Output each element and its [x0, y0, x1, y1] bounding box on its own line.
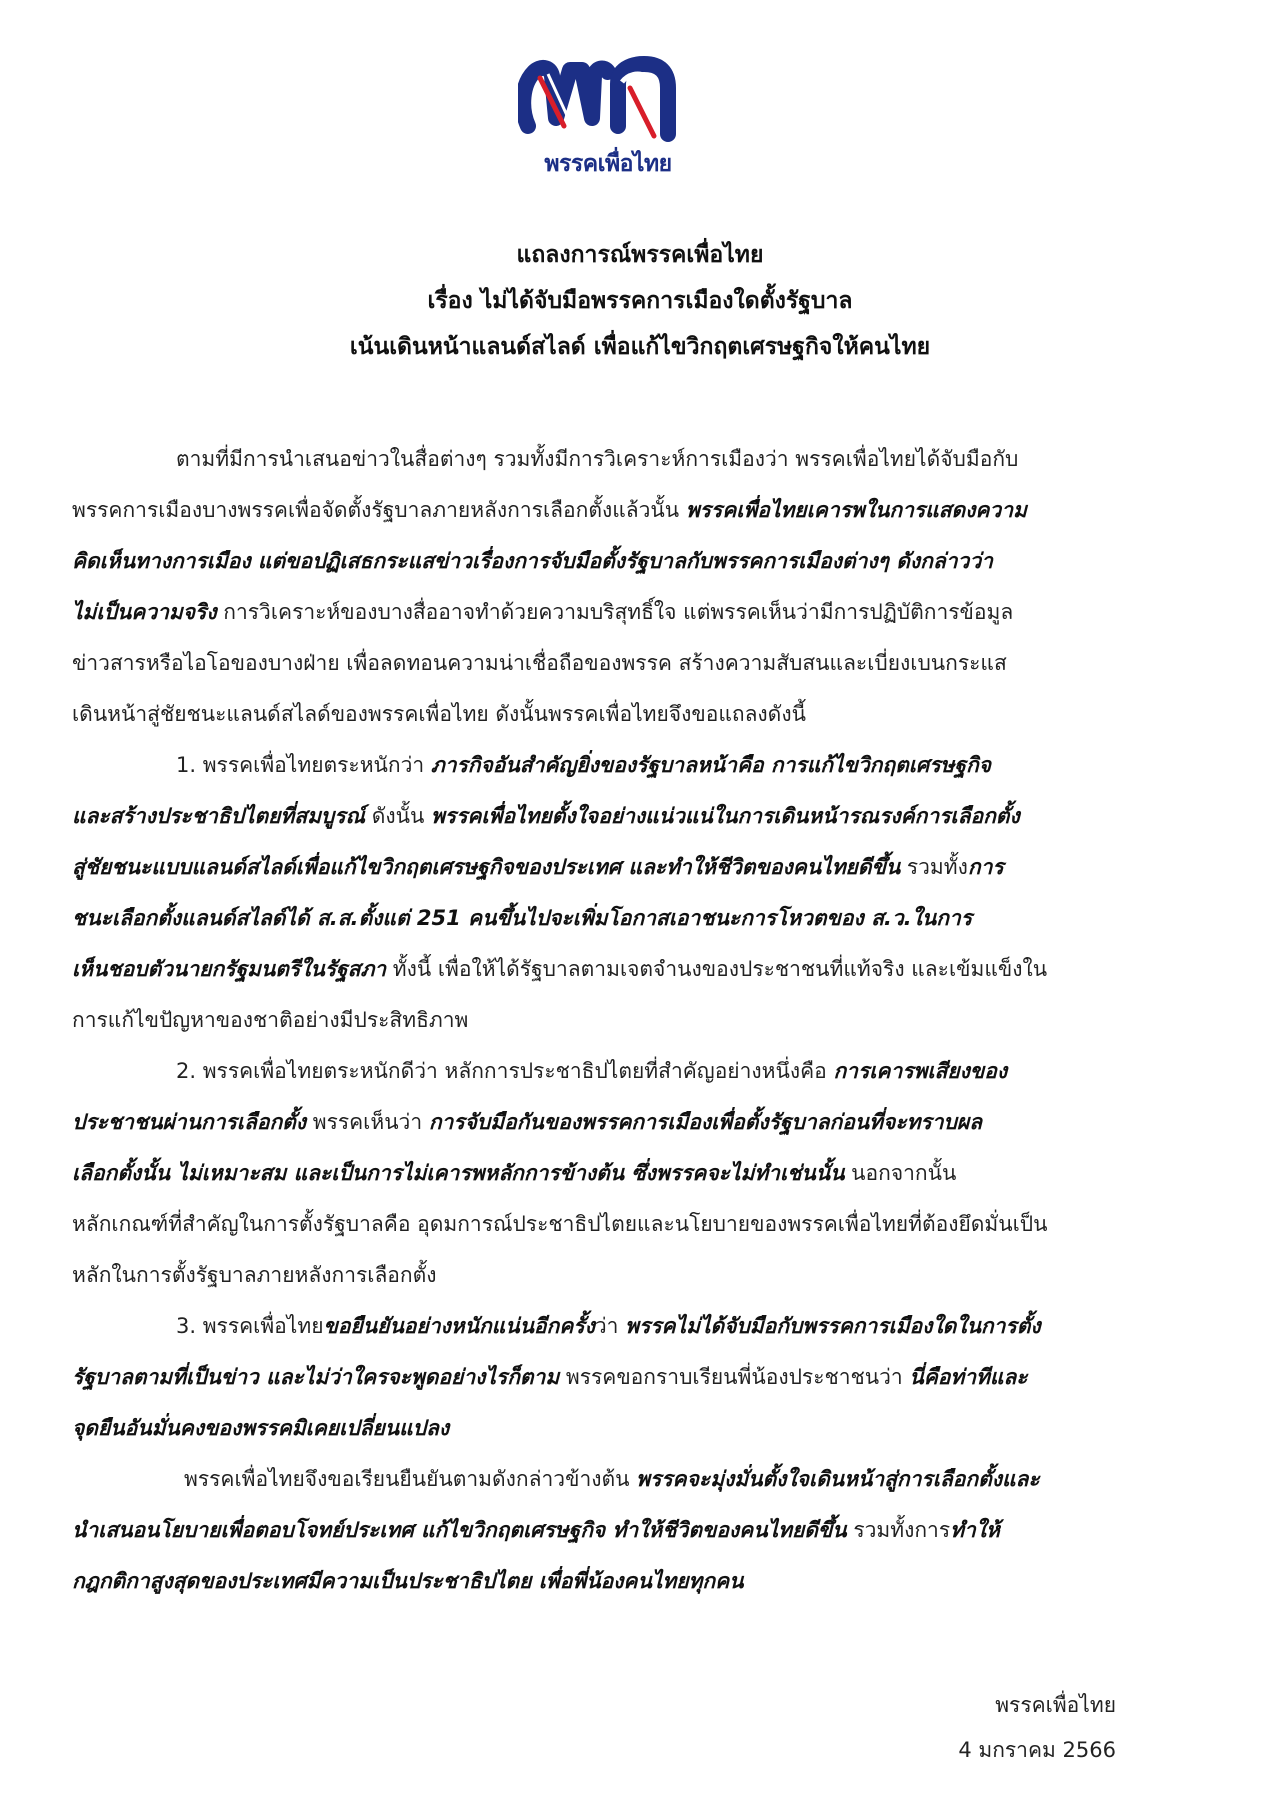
point-1-line: เห็นชอบตัวนายกรัฐมนตรีในรัฐสภา ทั้งนี้ เพื่อให้ได้รัฐบาลตามเจตจำนงของประชาชนที่แท้จริง และเข้มแข็งใน: [72, 957, 1048, 981]
intro-line: พรรคการเมืองบางพรรคเพื่อจัดตั้งรัฐบาลภายหลังการเลือกตั้งแล้วนั้น พรรคเพื่อไทยเคารพในการแสดงความ: [72, 498, 1027, 522]
party-logo-text: พรรคเพื่อไทย: [544, 151, 672, 177]
point-2-line: หลักในการตั้งรัฐบาลภายหลังการเลือกตั้ง: [72, 1263, 437, 1287]
intro-line: คิดเห็นทางการเมือง แต่ขอปฏิเสธกระแสข่าวเรื่องการจับมือตั้งรัฐบาลกับพรรคการเมืองต่างๆ ดังกล่าวว่า: [72, 549, 993, 573]
intro-line: ตามที่มีการนำเสนอข่าวในสื่อต่างๆ รวมทั้งมีการวิเคราะห์การเมืองว่า พรรคเพื่อไทยได้จับมือกับ: [176, 447, 1019, 471]
point-1-line: และสร้างประชาธิปไตยที่สมบูรณ์ ดังนั้น พรรคเพื่อไทยตั้งใจอย่างแน่วแน่ในการเดินหน้ารณรงค์การเลือกตั้ง: [72, 804, 1020, 828]
heading-subject: เรื่อง ไม่ได้จับมือพรรคการเมืองใดตั้งรัฐบาล: [427, 288, 853, 314]
point-3-line: จุดยืนอันมั่นคงของพรรคมิเคยเปลี่ยนแปลง: [72, 1416, 450, 1440]
statement-heading: [0, 232, 1280, 370]
point-1-line: สู่ชัยชนะแบบแลนด์สไลด์เพื่อแก้ไขวิกฤตเศรษฐกิจของประเทศ และทำให้ชีวิตของคนไทยดีขึ้น รวมทั้งการ: [72, 855, 1004, 879]
point-3-line: 3. พรรคเพื่อไทยขอยืนยันอย่างหนักแน่นอีกครั้งว่า พรรคไม่ได้จับมือกับพรรคการเมืองใดในการตั้ง: [176, 1314, 1041, 1338]
point-2-line: เลือกตั้งนั้น ไม่เหมาะสม และเป็นการไม่เคารพหลักการข้างต้น ซึ่งพรรคจะไม่ทำเช่นนั้น นอกจากนั้น: [72, 1161, 957, 1185]
signature-block: [958, 1683, 1116, 1773]
point-1-line: การแก้ไขปัญหาของชาติอย่างมีประสิทธิภาพ: [72, 1008, 469, 1032]
statement-body: [72, 434, 1202, 1607]
heading-title: แถลงการณ์พรรคเพื่อไทย: [516, 242, 764, 268]
party-logo-mark: [518, 48, 698, 148]
signature-date: 4 มกราคม 2566: [958, 1738, 1116, 1762]
point-1-line: 1. พรรคเพื่อไทยตระหนักว่า ภารกิจอันสำคัญยิ่งของรัฐบาลหน้าคือ การแก้ไขวิกฤตเศรษฐกิจ: [176, 753, 991, 777]
conclusion-line: กฎกติกาสูงสุดของประเทศมีความเป็นประชาธิปไตย เพื่อพี่น้องคนไทยทุกคน: [72, 1569, 744, 1593]
point-2-line: หลักเกณฑ์ที่สำคัญในการตั้งรัฐบาลคือ อุดมการณ์ประชาธิปไตยและนโยบายของพรรคเพื่อไทยที่ต้องยึดมั่นเป็น: [72, 1212, 1048, 1236]
heading-subtitle: เน้นเดินหน้าแลนด์สไลด์ เพื่อแก้ไขวิกฤตเศรษฐกิจให้คนไทย: [349, 334, 931, 360]
point-3-line: รัฐบาลตามที่เป็นข่าว และไม่ว่าใครจะพูดอย่างไรก็ตาม พรรคขอกราบเรียนพี่น้องประชาชนว่า นี่คือท่าทีและ: [72, 1365, 1028, 1389]
point-2-line: ประชาชนผ่านการเลือกตั้ง พรรคเห็นว่า การจับมือกันของพรรคการเมืองเพื่อตั้งรัฐบาลก่อนที่จะทราบผล: [72, 1110, 983, 1134]
party-logo: [518, 48, 698, 178]
conclusion-line: พรรคเพื่อไทยจึงขอเรียนยืนยันตามดังกล่าวข้างต้น พรรคจะมุ่งมั่นตั้งใจเดินหน้าสู่การเลือกตั้งและ: [184, 1467, 1040, 1491]
intro-line: ไม่เป็นความจริง การวิเคราะห์ของบางสื่ออาจทำด้วยความบริสุทธิ์ใจ แต่พรรคเห็นว่ามีการปฏิบัติการข้อมูล: [72, 600, 1014, 624]
intro-line: เดินหน้าสู่ชัยชนะแลนด์สไลด์ของพรรคเพื่อไทย ดังนั้นพรรคเพื่อไทยจึงขอแถลงดังนี้: [72, 702, 806, 726]
conclusion-line: นำเสนอนโยบายเพื่อตอบโจทย์ประเทศ แก้ไขวิกฤตเศรษฐกิจ ทำให้ชีวิตของคนไทยดีขึ้น รวมทั้งการทำให้: [72, 1518, 1000, 1542]
point-2-line: 2. พรรคเพื่อไทยตระหนักดีว่า หลักการประชาธิปไตยที่สำคัญอย่างหนึ่งคือ การเคารพเสียงของ: [176, 1059, 1008, 1083]
signature-party: พรรคเพื่อไทย: [995, 1693, 1116, 1717]
point-1-line: ชนะเลือกตั้งแลนด์สไลด์ได้ ส.ส.ตั้งแต่ 251 คนขึ้นไปจะเพิ่มโอกาสเอาชนะการโหวตของ ส.ว.ในการ: [72, 906, 973, 930]
intro-line: ข่าวสารหรือไอโอของบางฝ่าย เพื่อลดทอนความน่าเชื่อถือของพรรค สร้างความสับสนและเบี่ยงเบนกระแส: [72, 651, 1007, 675]
